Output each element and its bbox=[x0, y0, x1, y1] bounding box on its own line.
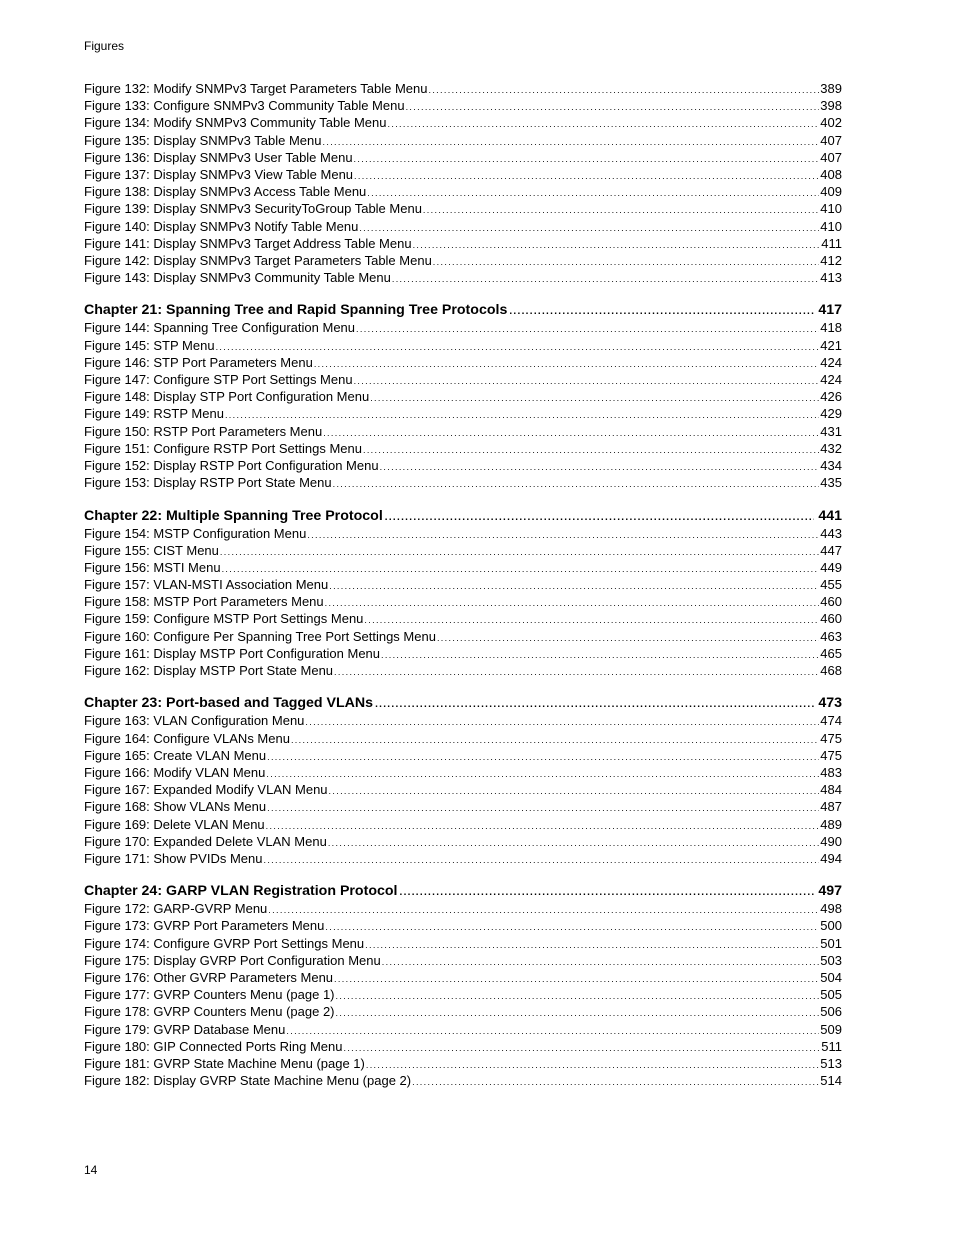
figure-page-number: 483 bbox=[820, 764, 842, 780]
figure-entry[interactable] bbox=[84, 593, 842, 610]
dot-leader bbox=[380, 459, 820, 476]
figure-page-number: 449 bbox=[820, 559, 842, 575]
dot-leader bbox=[365, 937, 819, 954]
dot-leader bbox=[329, 783, 820, 800]
figure-page-number: 447 bbox=[820, 542, 842, 558]
figure-entry[interactable] bbox=[84, 319, 842, 336]
figure-page-number: 504 bbox=[820, 970, 842, 985]
figure-entry[interactable] bbox=[84, 337, 842, 354]
dot-leader bbox=[323, 425, 819, 442]
figure-page-number: 490 bbox=[820, 833, 842, 849]
figure-page-number: 468 bbox=[820, 663, 842, 678]
figure-page-number: 407 bbox=[820, 149, 842, 165]
figure-title: Figure 155: CIST Menu bbox=[84, 542, 219, 558]
figure-page-number: 418 bbox=[820, 320, 842, 336]
figure-title: Figure 159: Configure MSTP Port Settings Menu bbox=[84, 611, 364, 627]
figure-entry[interactable] bbox=[84, 440, 842, 457]
chapter-heading[interactable] bbox=[84, 507, 842, 525]
figure-entry[interactable] bbox=[84, 747, 842, 764]
figure-title: Figure 150: RSTP Port Parameters Menu bbox=[84, 423, 323, 439]
dot-leader bbox=[433, 254, 820, 271]
figure-page-number: 412 bbox=[820, 252, 842, 268]
figure-page-number: 411 bbox=[821, 235, 842, 251]
figure-title: Figure 143: Display SNMPv3 Community Table Menu bbox=[84, 270, 391, 286]
figure-entry[interactable] bbox=[84, 457, 842, 474]
figure-title: Figure 139: Display SNMPv3 SecurityToGroup Table Menu bbox=[84, 201, 422, 217]
figure-title: Figure 134: Modify SNMPv3 Community Table Menu bbox=[84, 115, 387, 131]
figure-entry[interactable] bbox=[84, 474, 842, 491]
chapter-heading[interactable] bbox=[84, 301, 842, 319]
figure-entry[interactable] bbox=[84, 269, 842, 286]
dot-leader bbox=[343, 1040, 820, 1057]
dot-leader bbox=[388, 116, 820, 133]
figure-title: Figure 133: Configure SNMPv3 Community Table Menu bbox=[84, 98, 405, 114]
figure-entry[interactable] bbox=[84, 542, 842, 559]
figure-entry[interactable] bbox=[84, 952, 842, 969]
figure-page-number: 509 bbox=[820, 1021, 842, 1037]
dot-leader bbox=[266, 766, 819, 783]
figure-page-number: 463 bbox=[820, 628, 842, 644]
dot-leader bbox=[267, 749, 819, 766]
figure-page-number: 513 bbox=[820, 1055, 842, 1071]
chapter-page-number: 473 bbox=[818, 695, 842, 712]
dot-leader bbox=[266, 818, 820, 835]
dot-leader bbox=[220, 544, 819, 561]
figure-page-number: 398 bbox=[820, 98, 842, 114]
chapter-title: Chapter 21: Spanning Tree and Rapid Spanning Tree Protocols bbox=[84, 302, 508, 319]
figure-entry[interactable] bbox=[84, 388, 842, 405]
dot-leader bbox=[286, 1023, 819, 1040]
figure-title: Figure 165: Create VLAN Menu bbox=[84, 747, 267, 763]
figure-title: Figure 138: Display SNMPv3 Access Table Menu bbox=[84, 184, 367, 200]
dot-leader bbox=[382, 954, 820, 971]
figure-page-number: 484 bbox=[820, 782, 842, 798]
chapter-page-number: 417 bbox=[818, 302, 842, 319]
chapter-heading[interactable] bbox=[84, 882, 842, 900]
figure-entry[interactable] bbox=[84, 423, 842, 440]
figure-title: Figure 177: GVRP Counters Menu (page 1) bbox=[84, 987, 335, 1003]
figure-page-number: 503 bbox=[820, 952, 842, 968]
dot-leader bbox=[385, 509, 815, 527]
figure-page-number: 511 bbox=[821, 1038, 842, 1054]
dot-leader bbox=[333, 476, 820, 493]
figure-page-number: 474 bbox=[820, 713, 842, 729]
figure-page-number: 434 bbox=[820, 457, 842, 473]
figure-title: Figure 151: Configure RSTP Port Settings Menu bbox=[84, 440, 362, 456]
figure-entry[interactable] bbox=[84, 1003, 842, 1020]
figure-page-number: 460 bbox=[820, 594, 842, 610]
figure-entry[interactable] bbox=[84, 166, 842, 183]
figure-entry[interactable] bbox=[84, 730, 842, 747]
figure-page-number: 410 bbox=[820, 218, 842, 234]
figure-entry[interactable] bbox=[84, 354, 842, 371]
figure-page-number: 431 bbox=[820, 423, 842, 439]
figure-title: Figure 161: Display MSTP Port Configuration Menu bbox=[84, 645, 381, 661]
figure-entry[interactable] bbox=[84, 235, 842, 252]
figure-title: Figure 174: Configure GVRP Port Settings Menu bbox=[84, 935, 365, 951]
dot-leader bbox=[267, 800, 819, 817]
dot-leader bbox=[325, 595, 820, 612]
figure-entry[interactable] bbox=[84, 917, 842, 934]
figure-page-number: 500 bbox=[820, 918, 842, 934]
table-of-figures bbox=[84, 80, 842, 1089]
figure-page-number: 413 bbox=[820, 270, 842, 286]
figure-page-number: 505 bbox=[820, 987, 842, 1003]
dot-leader bbox=[329, 578, 819, 595]
dot-leader bbox=[334, 971, 819, 988]
dot-leader bbox=[325, 919, 819, 936]
dot-leader bbox=[354, 151, 820, 168]
figure-page-number: 409 bbox=[820, 184, 842, 200]
dot-leader bbox=[423, 202, 819, 219]
figure-entry[interactable] bbox=[84, 816, 842, 833]
figure-title: Figure 178: GVRP Counters Menu (page 2) bbox=[84, 1004, 335, 1020]
figure-page-number: 455 bbox=[820, 577, 842, 593]
figure-entry[interactable] bbox=[84, 798, 842, 815]
figure-title: Figure 157: VLAN-MSTI Association Menu bbox=[84, 577, 329, 593]
dot-leader bbox=[334, 664, 819, 681]
figure-title: Figure 141: Display SNMPv3 Target Address Table Menu bbox=[84, 235, 412, 251]
dot-leader bbox=[399, 884, 814, 902]
figure-page-number: 432 bbox=[820, 440, 842, 456]
figure-entry[interactable] bbox=[84, 764, 842, 781]
figure-page-number: 506 bbox=[820, 1004, 842, 1020]
figure-page-number: 426 bbox=[820, 389, 842, 405]
figure-page-number: 498 bbox=[820, 901, 842, 917]
figure-entry[interactable] bbox=[84, 1021, 842, 1038]
figure-page-number: 494 bbox=[820, 850, 842, 866]
chapter-page-number: 441 bbox=[818, 507, 842, 524]
dot-leader bbox=[363, 442, 819, 459]
figure-entry[interactable] bbox=[84, 559, 842, 576]
dot-leader bbox=[381, 647, 819, 664]
figure-entry[interactable] bbox=[84, 97, 842, 114]
figure-entry[interactable] bbox=[84, 252, 842, 269]
figure-entry[interactable] bbox=[84, 900, 842, 917]
figure-title: Figure 144: Spanning Tree Configuration Menu bbox=[84, 320, 356, 336]
figure-entry[interactable] bbox=[84, 610, 842, 627]
figure-title: Figure 160: Configure Per Spanning Tree Port Settings Menu bbox=[84, 628, 436, 644]
figure-title: Figure 152: Display RSTP Port Configuration Menu bbox=[84, 457, 379, 473]
running-head: Figures bbox=[84, 39, 125, 53]
figure-title: Figure 146: STP Port Parameters Menu bbox=[84, 354, 313, 370]
figure-title: Figure 149: RSTP Menu bbox=[84, 406, 224, 422]
figure-entry[interactable] bbox=[84, 149, 842, 166]
figure-title: Figure 145: STP Menu bbox=[84, 337, 215, 353]
dot-leader bbox=[375, 696, 814, 714]
figure-title: Figure 169: Delete VLAN Menu bbox=[84, 816, 265, 832]
figure-title: Figure 182: Display GVRP State Machine Menu (page 2) bbox=[84, 1073, 412, 1089]
dot-leader bbox=[314, 356, 819, 373]
figure-title: Figure 163: VLAN Configuration Menu bbox=[84, 713, 305, 729]
figure-page-number: 435 bbox=[820, 475, 842, 491]
figure-page-number: 514 bbox=[820, 1073, 842, 1089]
figure-entry[interactable] bbox=[84, 628, 842, 645]
figure-page-number: 389 bbox=[820, 81, 842, 96]
page-number: 14 bbox=[84, 1163, 98, 1177]
figure-page-number: 489 bbox=[820, 816, 842, 832]
figure-entry[interactable] bbox=[84, 525, 842, 542]
dot-leader bbox=[428, 82, 819, 99]
dot-leader bbox=[412, 1074, 819, 1091]
dot-leader bbox=[359, 220, 819, 237]
figure-title: Figure 153: Display RSTP Port State Menu bbox=[84, 475, 332, 491]
figure-entry[interactable] bbox=[84, 645, 842, 662]
chapter-heading[interactable] bbox=[84, 694, 842, 712]
dot-leader bbox=[509, 303, 814, 321]
figure-entry[interactable] bbox=[84, 781, 842, 798]
figure-title: Figure 135: Display SNMPv3 Table Menu bbox=[84, 132, 322, 148]
figure-title: Figure 172: GARP-GVRP Menu bbox=[84, 901, 268, 917]
figure-title: Figure 147: Configure STP Port Settings Menu bbox=[84, 372, 353, 387]
figure-entry[interactable] bbox=[84, 405, 842, 422]
figure-title: Figure 167: Expanded Modify VLAN Menu bbox=[84, 782, 328, 798]
figure-title: Figure 170: Expanded Delete VLAN Menu bbox=[84, 833, 327, 849]
figure-title: Figure 132: Modify SNMPv3 Target Parameters Table Menu bbox=[84, 81, 428, 96]
dot-leader bbox=[291, 732, 819, 749]
figure-title: Figure 175: Display GVRP Port Configuration Menu bbox=[84, 952, 381, 968]
figure-entry[interactable] bbox=[84, 833, 842, 850]
figure-title: Figure 162: Display MSTP Port State Menu bbox=[84, 663, 334, 678]
chapter-title: Chapter 22: Multiple Spanning Tree Protocol bbox=[84, 507, 383, 524]
dot-leader bbox=[336, 988, 820, 1005]
dot-leader bbox=[367, 185, 819, 202]
figure-entry[interactable] bbox=[84, 183, 842, 200]
figure-title: Figure 171: Show PVIDs Menu bbox=[84, 850, 263, 866]
dot-leader bbox=[307, 527, 819, 544]
dot-leader bbox=[336, 1005, 820, 1022]
figure-title: Figure 168: Show VLANs Menu bbox=[84, 799, 267, 815]
figure-entry[interactable] bbox=[84, 935, 842, 952]
chapter-title: Chapter 24: GARP VLAN Registration Protocol bbox=[84, 883, 398, 900]
dot-leader bbox=[354, 373, 820, 390]
figure-entry[interactable] bbox=[84, 850, 842, 867]
figure-page-number: 487 bbox=[820, 799, 842, 815]
dot-leader bbox=[305, 714, 819, 731]
figure-entry[interactable] bbox=[84, 1055, 842, 1072]
figure-entry[interactable] bbox=[84, 114, 842, 131]
figure-title: Figure 181: GVRP State Machine Menu (page 1) bbox=[84, 1055, 365, 1071]
figure-entry[interactable] bbox=[84, 969, 842, 986]
figure-entry[interactable] bbox=[84, 371, 842, 388]
dot-leader bbox=[323, 134, 820, 151]
figure-title: Figure 148: Display STP Port Configuration Menu bbox=[84, 389, 370, 405]
figure-page-number: 402 bbox=[820, 115, 842, 131]
figure-page-number: 424 bbox=[820, 354, 842, 370]
chapter-title: Chapter 23: Port-based and Tagged VLANs bbox=[84, 695, 374, 712]
figure-title: Figure 166: Modify VLAN Menu bbox=[84, 764, 266, 780]
figure-entry[interactable] bbox=[84, 662, 842, 679]
dot-leader bbox=[328, 835, 819, 852]
figure-title: Figure 137: Display SNMPv3 View Table Menu bbox=[84, 166, 354, 182]
figure-entry[interactable] bbox=[84, 80, 842, 97]
figure-title: Figure 179: GVRP Database Menu bbox=[84, 1021, 286, 1037]
dot-leader bbox=[392, 271, 819, 288]
dot-leader bbox=[366, 1057, 819, 1074]
figure-page-number: 475 bbox=[820, 747, 842, 763]
dot-leader bbox=[354, 168, 819, 185]
figure-page-number: 475 bbox=[820, 730, 842, 746]
figure-title: Figure 154: MSTP Configuration Menu bbox=[84, 525, 307, 541]
figure-entry[interactable] bbox=[84, 986, 842, 1003]
figure-title: Figure 164: Configure VLANs Menu bbox=[84, 730, 290, 746]
figure-entry[interactable] bbox=[84, 1072, 842, 1089]
figure-page-number: 460 bbox=[820, 611, 842, 627]
figure-page-number: 429 bbox=[820, 406, 842, 422]
figure-title: Figure 158: MSTP Port Parameters Menu bbox=[84, 594, 324, 610]
dot-leader bbox=[406, 99, 820, 116]
dot-leader bbox=[263, 852, 819, 869]
dot-leader bbox=[356, 321, 819, 338]
figure-entry[interactable] bbox=[84, 712, 842, 729]
figure-page-number: 410 bbox=[820, 201, 842, 217]
figure-entry[interactable] bbox=[84, 1038, 842, 1055]
figure-page-number: 443 bbox=[820, 525, 842, 541]
figure-title: Figure 140: Display SNMPv3 Notify Table Menu bbox=[84, 218, 359, 234]
dot-leader bbox=[370, 390, 819, 407]
figure-title: Figure 176: Other GVRP Parameters Menu bbox=[84, 970, 334, 985]
figure-title: Figure 156: MSTI Menu bbox=[84, 559, 221, 575]
figure-title: Figure 136: Display SNMPv3 User Table Menu bbox=[84, 149, 353, 165]
figure-page-number: 465 bbox=[820, 645, 842, 661]
figure-page-number: 501 bbox=[820, 935, 842, 951]
figure-title: Figure 180: GIP Connected Ports Ring Menu bbox=[84, 1038, 343, 1054]
dot-leader bbox=[437, 630, 819, 647]
figure-page-number: 421 bbox=[820, 337, 842, 353]
figure-entry[interactable] bbox=[84, 132, 842, 149]
dot-leader bbox=[268, 902, 819, 919]
figure-page-number: 424 bbox=[820, 372, 842, 387]
figure-page-number: 407 bbox=[820, 132, 842, 148]
figure-entry[interactable] bbox=[84, 576, 842, 593]
chapter-page-number: 497 bbox=[818, 883, 842, 900]
figure-page-number: 408 bbox=[820, 166, 842, 182]
figure-entry[interactable] bbox=[84, 218, 842, 235]
figure-entry[interactable] bbox=[84, 200, 842, 217]
figure-title: Figure 173: GVRP Port Parameters Menu bbox=[84, 918, 325, 934]
dot-leader bbox=[413, 237, 821, 254]
figure-title: Figure 142: Display SNMPv3 Target Parameters Table Menu bbox=[84, 252, 432, 268]
